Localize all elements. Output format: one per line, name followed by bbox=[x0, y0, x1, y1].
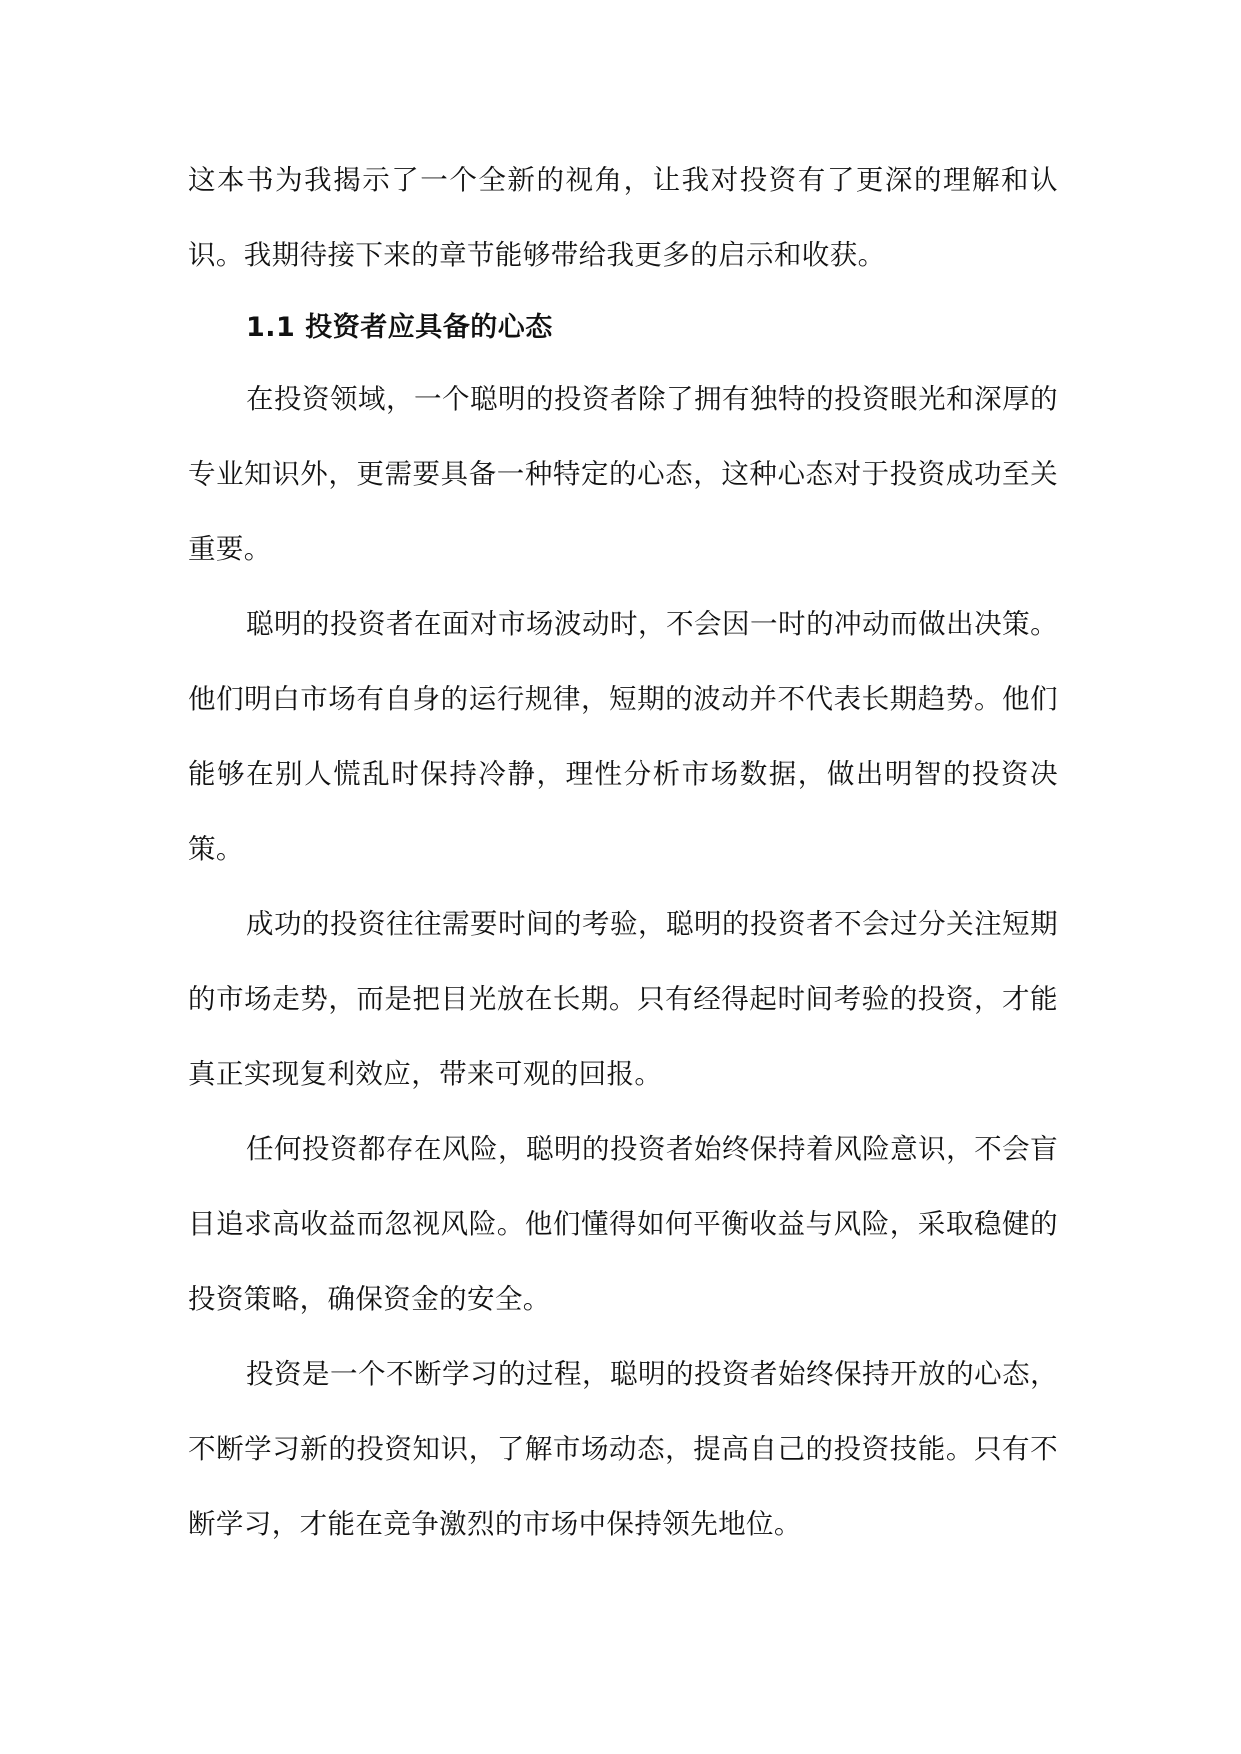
body-paragraph: 在投资领域，一个聪明的投资者除了拥有独特的投资眼光和深厚的专业知识外，更需要具备一种特定的心态，这种心态对于投资成功至关重要。 bbox=[188, 383, 1058, 565]
body-paragraph: 投资是一个不断学习的过程，聪明的投资者始终保持开放的心态，不断学习新的投资知识，了解市场动态，提高自己的投资技能。只有不断学习，才能在竞争激烈的市场中保持领先地位。 bbox=[188, 1358, 1058, 1540]
intro-paragraph: 这本书为我揭示了一个全新的视角，让我对投资有了更深的理解和认识。我期待接下来的章节能够带给我更多的启示和收获。 bbox=[188, 164, 1058, 271]
body-paragraph: 成功的投资往往需要时间的考验，聪明的投资者不会过分关注短期的市场走势，而是把目光放在长期。只有经得起时间考验的投资，才能真正实现复利效应，带来可观的回报。 bbox=[188, 908, 1058, 1090]
body-paragraph: 任何投资都存在风险，聪明的投资者始终保持着风险意识，不会盲目追求高收益而忽视风险。他们懂得如何平衡收益与风险，采取稳健的投资策略，确保资金的安全。 bbox=[188, 1133, 1058, 1315]
document-body bbox=[188, 143, 1058, 1562]
section-heading: 1.1 投资者应具备的心态 bbox=[246, 312, 553, 343]
body-paragraph: 聪明的投资者在面对市场波动时，不会因一时的冲动而做出决策。他们明白市场有自身的运行规律，短期的波动并不代表长期趋势。他们能够在别人慌乱时保持冷静，理性分析市场数据，做出明智的投资决策。 bbox=[188, 608, 1058, 865]
